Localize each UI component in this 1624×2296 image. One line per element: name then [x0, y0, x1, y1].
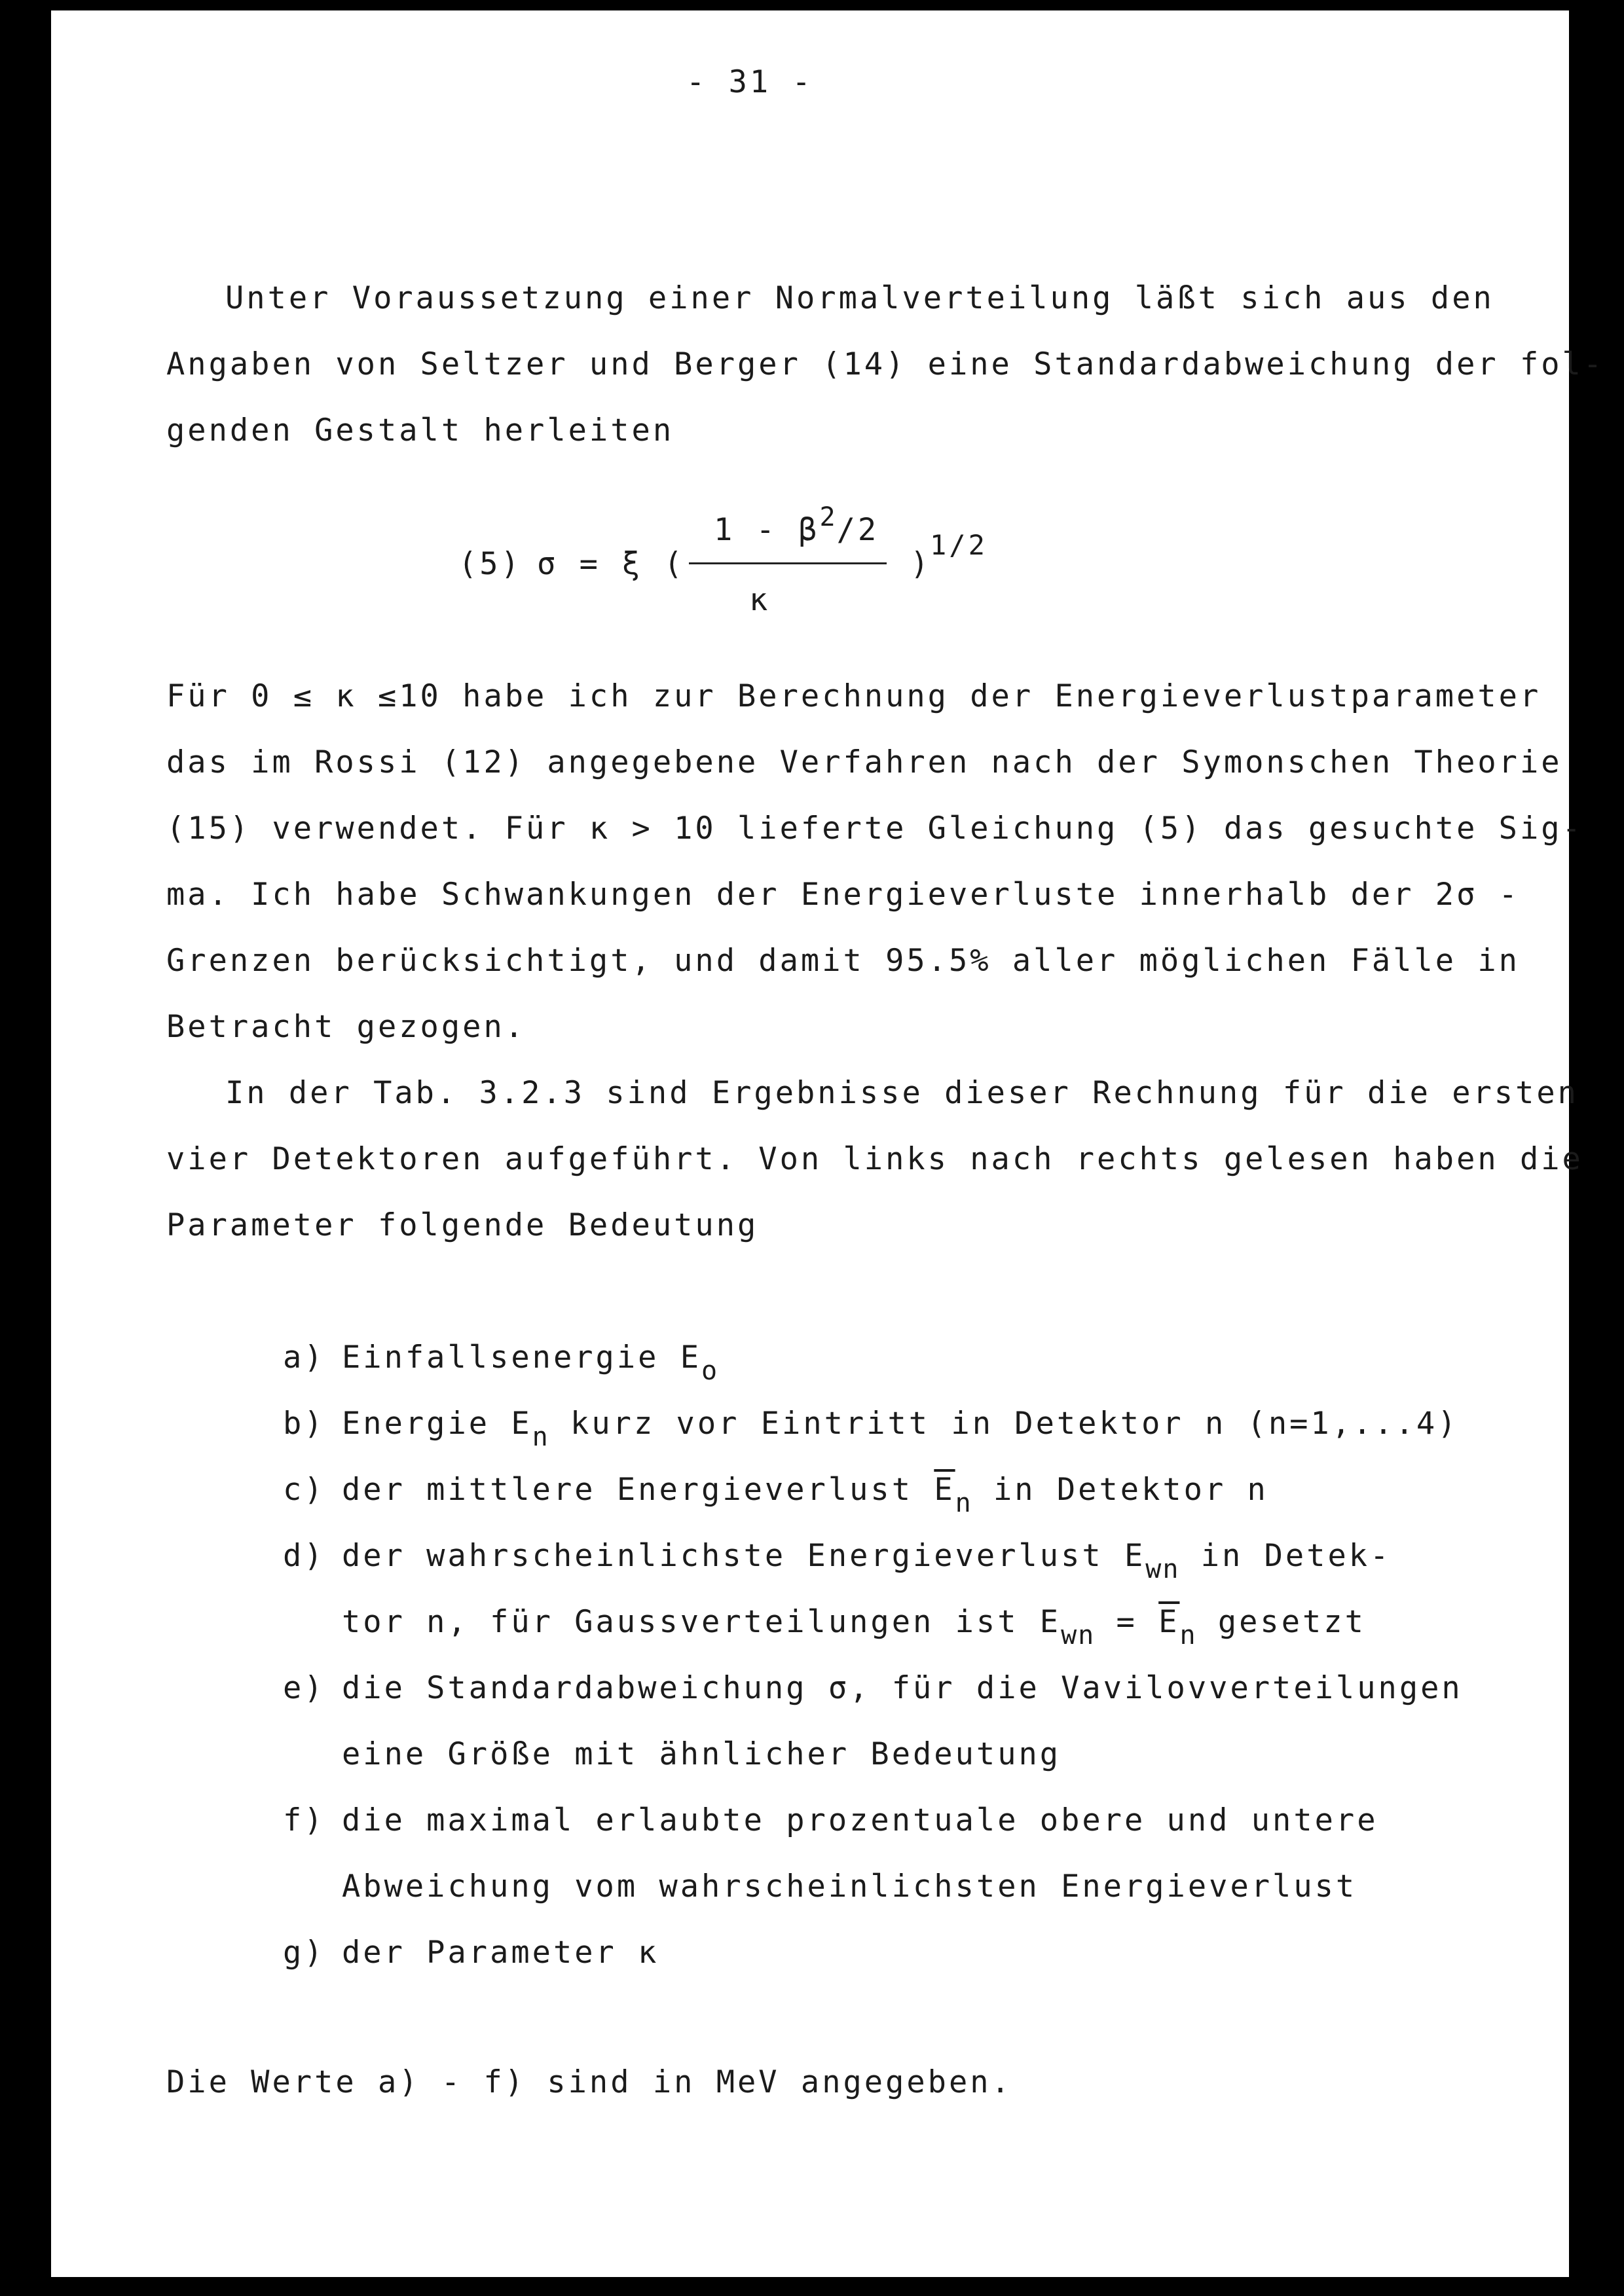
list-item-b-subscript: n	[532, 1422, 549, 1452]
list-item-f-label: f)	[283, 1802, 325, 1838]
list-item-c-post: in Detektor n	[972, 1472, 1268, 1508]
para2-line-2: das im Rossi (12) angegebene Verfahren nach der Symonschen Theorie	[166, 744, 1562, 780]
para1-line-2: Angaben von Seltzer und Berger (14) eine Standardabweichung der fol-	[166, 346, 1605, 382]
para2-line-5: Grenzen berücksichtigt, und damit 95.5% aller möglichen Fälle in	[166, 943, 1520, 979]
para1-line-1: Unter Voraussetzung einer Normalverteilung läßt sich aus den	[225, 280, 1494, 316]
list-item-d-cont-post: gesetzt	[1196, 1604, 1366, 1640]
list-item-d-cont-mid: =	[1095, 1604, 1159, 1640]
numerator-divisor: /2	[836, 512, 879, 548]
para2-line-3: (15) verwendet. Für κ > 10 lieferte Gleichung (5) das gesuchte Sig-	[166, 811, 1583, 847]
list-item-a-text	[342, 1339, 719, 1386]
list-item-b-label: b)	[283, 1406, 325, 1442]
list-item-d-label: d)	[283, 1538, 325, 1574]
list-item-a-body: Einfallsenergie E	[342, 1339, 702, 1376]
list-item-c-symbol: $\overline{E}$	[934, 1472, 955, 1508]
list-item-e-line-2: eine Größe mit ähnlicher Bedeutung	[342, 1736, 1061, 1772]
para2-line-4: ma. Ich habe Schwankungen der Energieverluste innerhalb der 2σ -	[166, 877, 1520, 913]
list-item-d-subscript: wn	[1145, 1554, 1180, 1584]
list-item-c-subscript: n	[955, 1488, 972, 1518]
list-item-b-text	[342, 1406, 1459, 1452]
list-item-d-post: in Detek-	[1179, 1538, 1392, 1574]
list-item-d-cont-symbol: $\overline{E}$	[1158, 1604, 1180, 1640]
list-item-f-line-2: Abweichung vom wahrscheinlichsten Energieverlust	[342, 1868, 1357, 1904]
equation-exponent: 1/2	[930, 529, 987, 561]
numerator-base: 1 - β	[714, 512, 820, 548]
list-item-d-cont-subscript: wn	[1061, 1620, 1096, 1650]
numerator-superscript: 2	[819, 502, 837, 532]
list-item-c-pre: der mittlere Energieverlust	[342, 1472, 934, 1508]
list-item-a-label: a)	[283, 1339, 325, 1376]
equation-lhs: σ = ξ (	[537, 546, 686, 582]
list-item-d-pre: der wahrscheinlichste Energieverlust E	[342, 1538, 1146, 1574]
list-item-d-continuation	[342, 1604, 1366, 1650]
list-item-e-label: e)	[283, 1670, 325, 1706]
list-item-a-subscript: o	[701, 1356, 719, 1386]
closing-sentence: Die Werte a) - f) sind in MeV angegeben.	[166, 2064, 1012, 2100]
list-item-b-post: kurz vor Eintritt in Detektor n (n=1,...4)	[549, 1406, 1459, 1442]
list-item-b-pre: Energie E	[342, 1406, 532, 1442]
equation-denominator: κ	[749, 582, 771, 618]
para2-line-6: Betracht gezogen.	[166, 1009, 526, 1045]
list-item-g-label: g)	[283, 1935, 325, 1971]
list-item-d-cont-pre: tor n, für Gaussverteilungen ist E	[342, 1604, 1061, 1640]
para3-line-2: vier Detektoren aufgeführt. Von links nach rechts gelesen haben die	[166, 1141, 1583, 1177]
fraction-line	[689, 562, 887, 564]
page-number: - 31 -	[686, 64, 813, 100]
para2-line-1: Für 0 ≤ κ ≤10 habe ich zur Berechnung der Energieverlustparameter	[166, 678, 1541, 714]
equation-numerator	[714, 502, 879, 548]
list-item-d-text	[342, 1538, 1392, 1584]
list-item-e-line-1: die Standardabweichung σ, für die Vavilovverteilungen	[342, 1670, 1463, 1706]
list-item-g-text: der Parameter κ	[342, 1935, 659, 1971]
para1-line-3: genden Gestalt herleiten	[166, 412, 674, 448]
equation-close: )	[910, 546, 932, 582]
equation-label: (5)	[458, 546, 522, 582]
para3-line-1: In der Tab. 3.2.3 sind Ergebnisse dieser Rechnung für die ersten	[225, 1075, 1579, 1111]
list-item-c-label: c)	[283, 1472, 325, 1508]
list-item-c-text	[342, 1472, 1268, 1518]
list-item-f-line-1: die maximal erlaubte prozentuale obere und untere	[342, 1802, 1378, 1838]
para3-line-3: Parameter folgende Bedeutung	[166, 1207, 759, 1243]
list-item-d-cont-subscript-2: n	[1179, 1620, 1197, 1650]
